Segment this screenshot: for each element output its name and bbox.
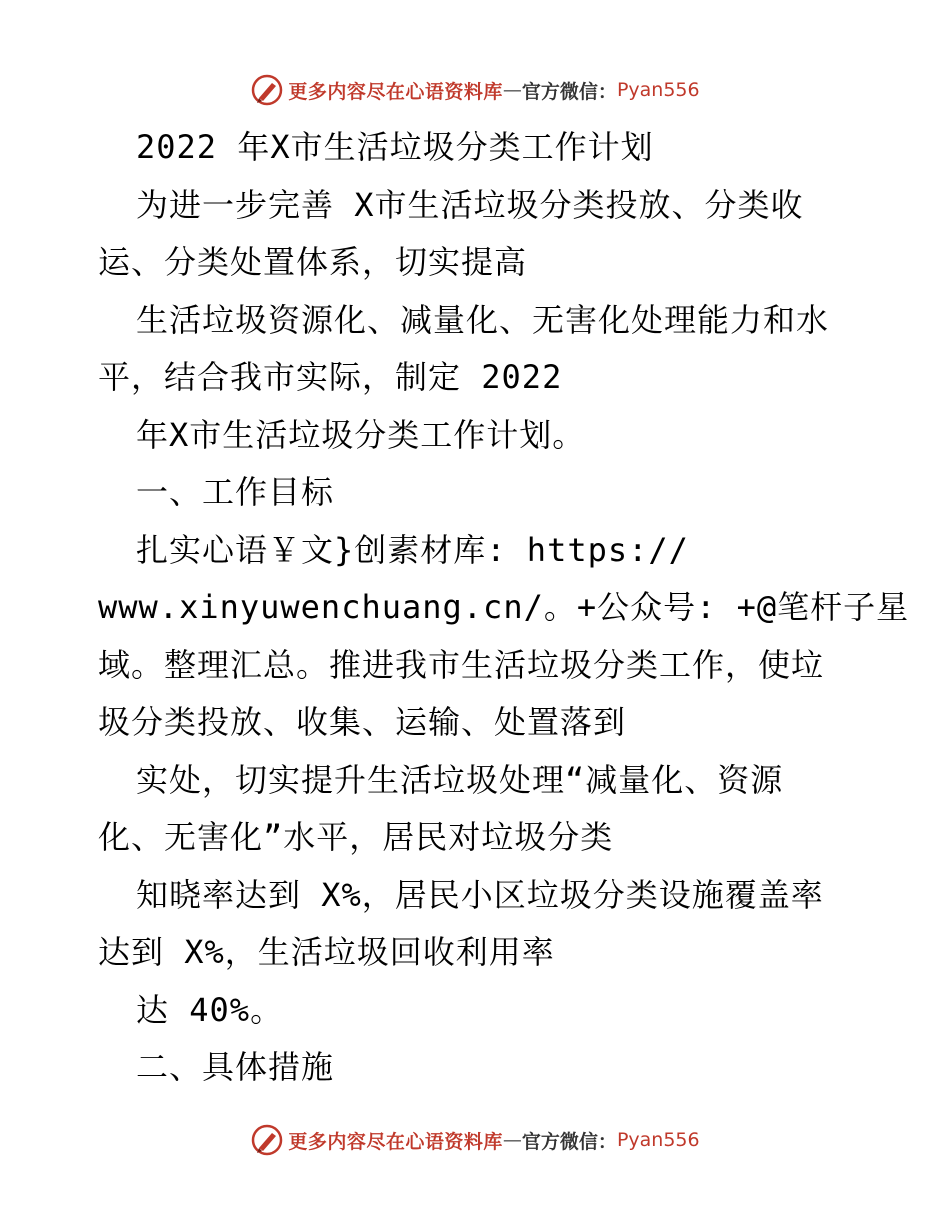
header-watermark-banner: [0, 70, 950, 110]
paragraph-line: 年X市生活垃圾分类工作计划。: [136, 415, 586, 454]
banner-main-text: 更多内容尽在心语资料库: [288, 80, 503, 103]
paragraph-line: 化、无害化”水平，居民对垃圾分类: [98, 818, 614, 856]
paragraph-line: 达 40%。: [136, 990, 284, 1029]
banner-wechat-id: Pyan556: [616, 1129, 700, 1151]
section-heading: 二、具体措施: [136, 1048, 335, 1086]
paragraph-line: 平，结合我市实际，制定 2022: [98, 358, 563, 396]
paragraph-line: 达到 X%，生活垃圾回收利用率: [98, 933, 555, 971]
paragraph-line: 知晓率达到 X%，居民小区垃圾分类设施覆盖率: [136, 875, 824, 914]
paragraph-line: www.xinyuwenchuang.cn/。+公众号: +@笔杆子星: [98, 588, 910, 626]
footer-watermark-banner: [0, 1120, 950, 1160]
paragraph-line: 生活垃圾资源化、减量化、无害化处理能力和水: [136, 300, 830, 339]
paragraph-line: 域。整理汇总。推进我市生活垃圾分类工作，使垃: [98, 645, 825, 684]
paragraph-line: 实处，切实提升生活垃圾处理“减量化、资源: [136, 760, 784, 799]
document-title: 2022 年X市生活垃圾分类工作计划: [136, 128, 654, 166]
banner-label: 官方微信：: [521, 1130, 617, 1153]
banner-label: 官方微信：: [521, 80, 617, 103]
pen-logo-icon: [250, 73, 284, 107]
paragraph-line: 运、分类处置体系，切实提高: [98, 243, 528, 281]
banner-separator: —: [502, 1129, 522, 1151]
paragraph-line: 为进一步完善 X市生活垃圾分类投放、分类收: [136, 185, 804, 224]
banner-separator: —: [502, 79, 522, 101]
banner-main-text: 更多内容尽在心语资料库: [288, 1130, 503, 1153]
document-body: [98, 119, 910, 1097]
banner-wechat-id: Pyan556: [616, 79, 700, 101]
section-heading: 一、工作目标: [136, 473, 335, 511]
paragraph-line: 扎实心语￥文}创素材库: https://: [136, 530, 689, 569]
paragraph-line: 圾分类投放、收集、运输、处置落到: [98, 703, 627, 741]
pen-logo-icon: [250, 1123, 284, 1157]
